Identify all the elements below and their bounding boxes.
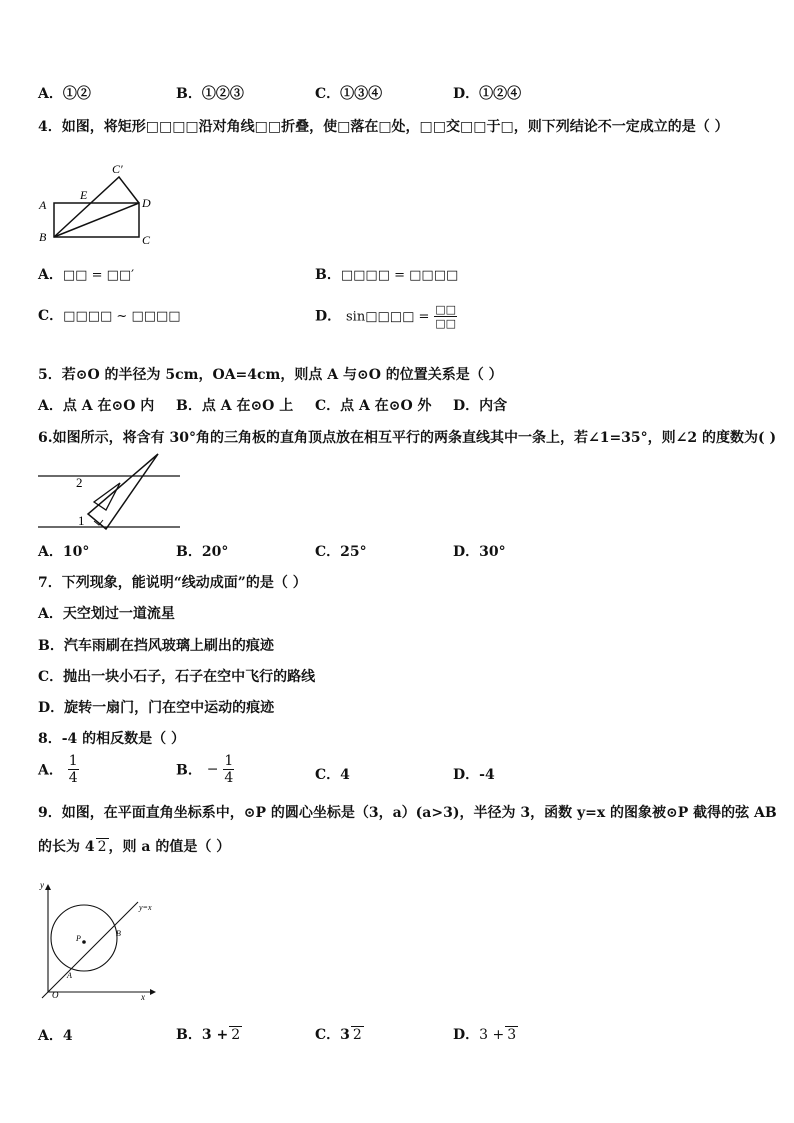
q5-option-a: A．点 A 在⊙O 内 [38, 398, 155, 414]
label-line: y=x [139, 903, 152, 912]
q4-option-d: D． sin□□□□ = $\frac{□□}{□□}$ [315, 303, 457, 330]
label-d: D [142, 196, 151, 210]
diagonal-bd [54, 203, 139, 237]
q9-option-a: A．4 [38, 1028, 73, 1044]
q4-option-a: A．□□ = □□′ [38, 267, 135, 283]
q9-stem-line1: 9．如图，在平面直角坐标系中，⊙P 的圆心坐标是（3，a）(a>3)，半径为 3，函数 y=x 的图象被⊙P 截得的弦 AB [38, 805, 777, 821]
q4-rectangle-figure [34, 160, 164, 250]
label-c: C [142, 233, 151, 247]
label-p: P [76, 934, 81, 943]
q8-a-fraction: $\frac{1}{4}$ [68, 753, 78, 786]
angle-1-label: 1 [78, 513, 85, 528]
circle-p [51, 905, 117, 971]
q9-option-b: B．3 + 2 [176, 1027, 241, 1043]
q4-option-c: C．□□□□ ~ □□□□ [38, 308, 181, 324]
q4-stem: 4．如图，将矩形□□□□沿对角线□□折叠，使□落在□处，□□交□□于□，则下列结论不一定成立的是（ ） [38, 119, 729, 135]
q5-option-c: C．点 A 在⊙O 外 [315, 398, 432, 414]
y-axis-arrow [45, 884, 51, 890]
q8-option-a: A． $\frac{1}{4}$ [38, 753, 78, 786]
label-a: A [67, 971, 72, 980]
label-b: B [39, 230, 47, 244]
set-square-outer [88, 454, 158, 529]
q8-option-d: D．-4 [453, 767, 495, 783]
q6-option-b: B．20° [176, 544, 229, 560]
q7-option-d: D．旋转一扇门，门在空中运动的痕迹 [38, 700, 275, 716]
label-y: y [40, 880, 44, 890]
q5-option-b: B．点 A 在⊙O 上 [176, 398, 294, 414]
label-x: x [141, 992, 145, 1002]
q9-option-c: C．3 2 [315, 1027, 362, 1043]
q3-option-a: A．①② [38, 86, 91, 102]
q4-d-fraction: $\frac{□□}{□□}$ [435, 303, 457, 330]
q3-option-d: D．①②④ [453, 86, 522, 102]
label-e: E [80, 188, 88, 202]
q7-option-a: A．天空划过一道流星 [38, 606, 175, 622]
q6-triangle-figure [36, 452, 186, 534]
q8-b-fraction: $\frac{1}{4}$ [224, 753, 234, 786]
label-a: A [39, 198, 47, 212]
q9-option-d: D．3 + 3 [453, 1027, 517, 1043]
q4-option-b: B．□□□□ = □□□□ [315, 267, 459, 283]
q3-option-b: B．①②③ [176, 86, 244, 102]
center-p-dot [82, 940, 86, 944]
label-c-prime: C′ [112, 162, 123, 176]
q6-option-c: C．25° [315, 544, 367, 560]
q5-stem: 5．若⊙O 的半径为 5cm，OA=4cm，则点 A 与⊙O 的位置关系是（ ） [38, 367, 503, 383]
angle-2-label: 2 [76, 475, 83, 490]
label-b: B [116, 929, 121, 938]
q8-stem: 8．-4 的相反数是（ ） [38, 731, 186, 747]
line-y-equals-x [42, 902, 138, 998]
q9-circle-figure [38, 878, 166, 1002]
label-o: O [52, 990, 59, 1000]
q6-option-a: A．10° [38, 544, 90, 560]
q3-option-c: C．①③④ [315, 86, 383, 102]
q6-option-d: D．30° [453, 544, 506, 560]
q7-option-c: C．抛出一块小石子，石子在空中飞行的路线 [38, 669, 316, 685]
q8-option-b: B． − $\frac{1}{4}$ [176, 753, 234, 786]
q6-stem: 6.如图所示，将含有 30°角的三角板的直角顶点放在相互平行的两条直线其中一条上，若∠1=35°，则∠2 的度数为( ) [38, 430, 777, 446]
q7-option-b: B．汽车雨刷在挡风玻璃上刷出的痕迹 [38, 638, 274, 654]
q5-option-d: D．内含 [453, 398, 508, 414]
q9-stem-line2: 的长为 4 2 ，则 a 的值是（ ） [38, 839, 231, 855]
x-axis-arrow [150, 989, 156, 995]
q8-option-c: C．4 [315, 767, 350, 783]
folded-triangle [54, 177, 139, 237]
q7-stem: 7．下列现象，能说明“线动成面”的是（ ） [38, 575, 307, 591]
